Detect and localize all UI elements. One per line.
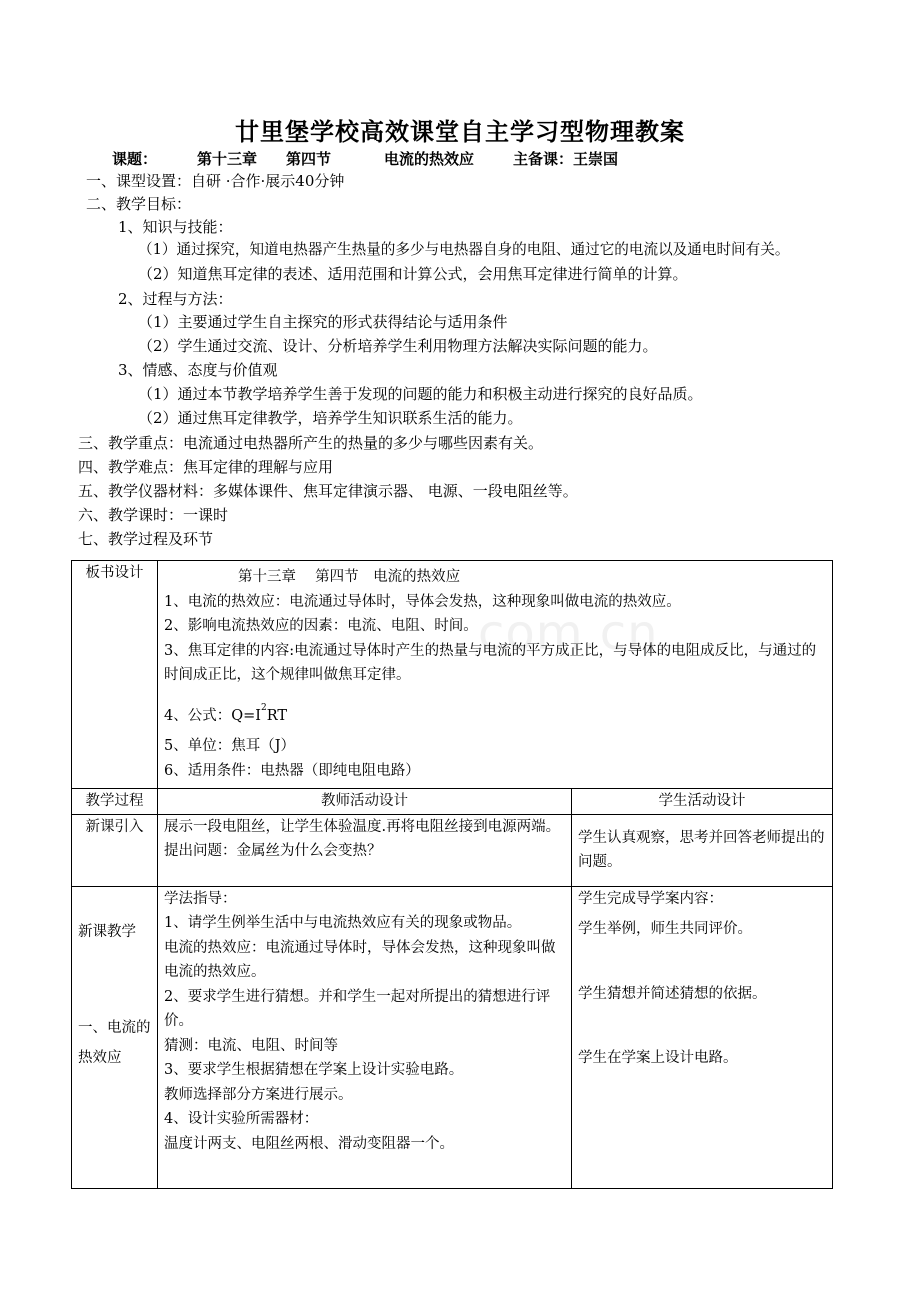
outline-line: 六、教学课时：一课时: [78, 506, 229, 524]
board-design-content: [158, 561, 833, 789]
watermark: com.cn: [478, 605, 659, 661]
heat-effect-label: 一、电流的热效应: [78, 1019, 151, 1066]
process-header: 教学过程: [72, 789, 158, 815]
teacher-step: 教师选择部分方案进行展示。: [164, 1086, 353, 1103]
outline-line: （2）知道焦耳定律的表述、适用范围和计算公式，会用焦耳定律进行简单的计算。: [138, 265, 688, 283]
outline-line: 2、过程与方法：: [118, 290, 233, 308]
outline-line: 二、教学目标：: [86, 195, 192, 213]
outline-line: 1、知识与技能：: [118, 218, 233, 236]
intro-row: [72, 814, 833, 886]
student-step: 学生举例，师生共同评价。: [578, 921, 752, 937]
teaching-label-cell: [72, 886, 158, 1188]
student-step: 学生在学案上设计电路。: [578, 1050, 738, 1066]
board-design-label: 板书设计: [72, 561, 158, 789]
lesson-process-table: [71, 560, 833, 1189]
column-header-row: [72, 789, 833, 815]
teaching-teacher-cell: [158, 886, 572, 1188]
board-design-row: [72, 561, 833, 789]
teacher-step: 学法指导：: [164, 890, 237, 907]
teaching-row: [72, 886, 833, 1188]
teacher-header: 教师活动设计: [158, 789, 572, 815]
board-point-3: 3、焦耳定律的内容:电流通过导体时产生的热量与电流的平方成正比，与导体的电阻成反比，与通过的时间成正比，这个规律叫做焦耳定律。: [164, 642, 817, 683]
board-point-1: 1、电流的热效应：电流通过导体时，导体会发热，这种现象叫做电流的热效应。: [164, 593, 681, 610]
board-heading: 第十三章 第四节 电流的热效应: [238, 569, 461, 585]
intro-label: 新课引入: [72, 814, 158, 886]
outline-line: 3、情感、态度与价值观: [118, 361, 278, 379]
preparer-text: 主备课：王崇国: [513, 150, 619, 168]
chapter-text: 第十三章: [197, 150, 258, 168]
teacher-step: 2、要求学生进行猜想。并和学生一起对所提出的猜想进行评价。: [164, 988, 551, 1029]
teaching-label: 新课教学: [78, 923, 136, 940]
section-text: 第四节: [286, 150, 332, 168]
intro-teacher-cell: [158, 814, 572, 886]
outline-line: （1）主要通过学生自主探究的形式获得结论与适用条件: [138, 313, 508, 331]
intro-question: 提出问题：金属丝为什么会变热？: [164, 843, 382, 859]
outline-line: （2）通过焦耳定律教学，培养学生知识联系生活的能力。: [138, 409, 523, 427]
intro-student-cell: [572, 814, 833, 886]
intro-teacher-text: 展示一段电阻丝，让学生体验温度.再将电阻丝接到电源两端。: [164, 818, 561, 835]
topic-label: 课题：: [112, 150, 158, 168]
student-header: 学生活动设计: [572, 789, 833, 815]
page-title: 廿里堡学校高效课堂自主学习型物理教案: [235, 118, 685, 146]
formula-suffix: RT: [266, 707, 288, 724]
teacher-step: 温度计两支、电阻丝两根、滑动变阻器一个。: [164, 1135, 454, 1152]
board-point-5: 5、单位：焦耳（J）: [164, 738, 296, 754]
student-step: 学生猜想并简述猜想的依据。: [578, 985, 767, 1002]
teacher-step: 猜测：电流、电阻、时间等: [164, 1037, 338, 1054]
teacher-step: 1、请学生例举生活中与电流热效应有关的现象或物品。: [164, 915, 522, 931]
teacher-step: 3、要求学生根据猜想在学案上设计实验电路。: [164, 1062, 464, 1078]
outline-line: 五、教学仪器材料：多媒体课件、焦耳定律演示器、 电源、一段电阻丝等。: [78, 482, 578, 500]
outline-line: 三、教学重点：电流通过电热器所产生的热量的多少与哪些因素有关。: [78, 434, 544, 452]
lesson-text: 电流的热效应: [384, 150, 475, 168]
outline-line: 四、教学难点：焦耳定律的理解与应用: [78, 458, 334, 476]
outline-line: 七、教学过程及环节: [78, 530, 214, 548]
teacher-step: 4、设计实验所需器材：: [164, 1111, 319, 1127]
student-step: 学生完成导学案内容：: [578, 890, 723, 907]
teaching-student-cell: [572, 886, 833, 1188]
board-point-6: 6、适用条件：电热器（即纯电阻电路）: [164, 762, 420, 779]
outline-line: （2）学生通过交流、设计、分析培养学生利用物理方法解决实际问题的能力。: [138, 337, 658, 355]
formula-exponent: 2: [261, 702, 267, 713]
outline-line: 一、课型设置：自研 ·合作·展示40分钟: [86, 172, 345, 190]
outline-line: （1）通过探究，知道电热器产生热量的多少与电热器自身的电阻、通过它的电流以及通电时间有关。: [138, 241, 790, 258]
board-point-2: 2、影响电流热效应的因素：电流、电阻、时间。: [164, 618, 478, 634]
intro-student-text: 学生认真观察，思考并回答老师提出的问题。: [578, 829, 825, 870]
board-formula: [164, 696, 826, 729]
teacher-step: 电流的热效应：电流通过导体时，导体会发热，这种现象叫做电流的热效应。: [164, 939, 556, 980]
formula-prefix: 4、公式：Q=I: [164, 707, 261, 724]
outline-line: （1）通过本节教学培养学生善于发现的问题的能力和积极主动进行探究的良好品质。: [138, 385, 703, 403]
